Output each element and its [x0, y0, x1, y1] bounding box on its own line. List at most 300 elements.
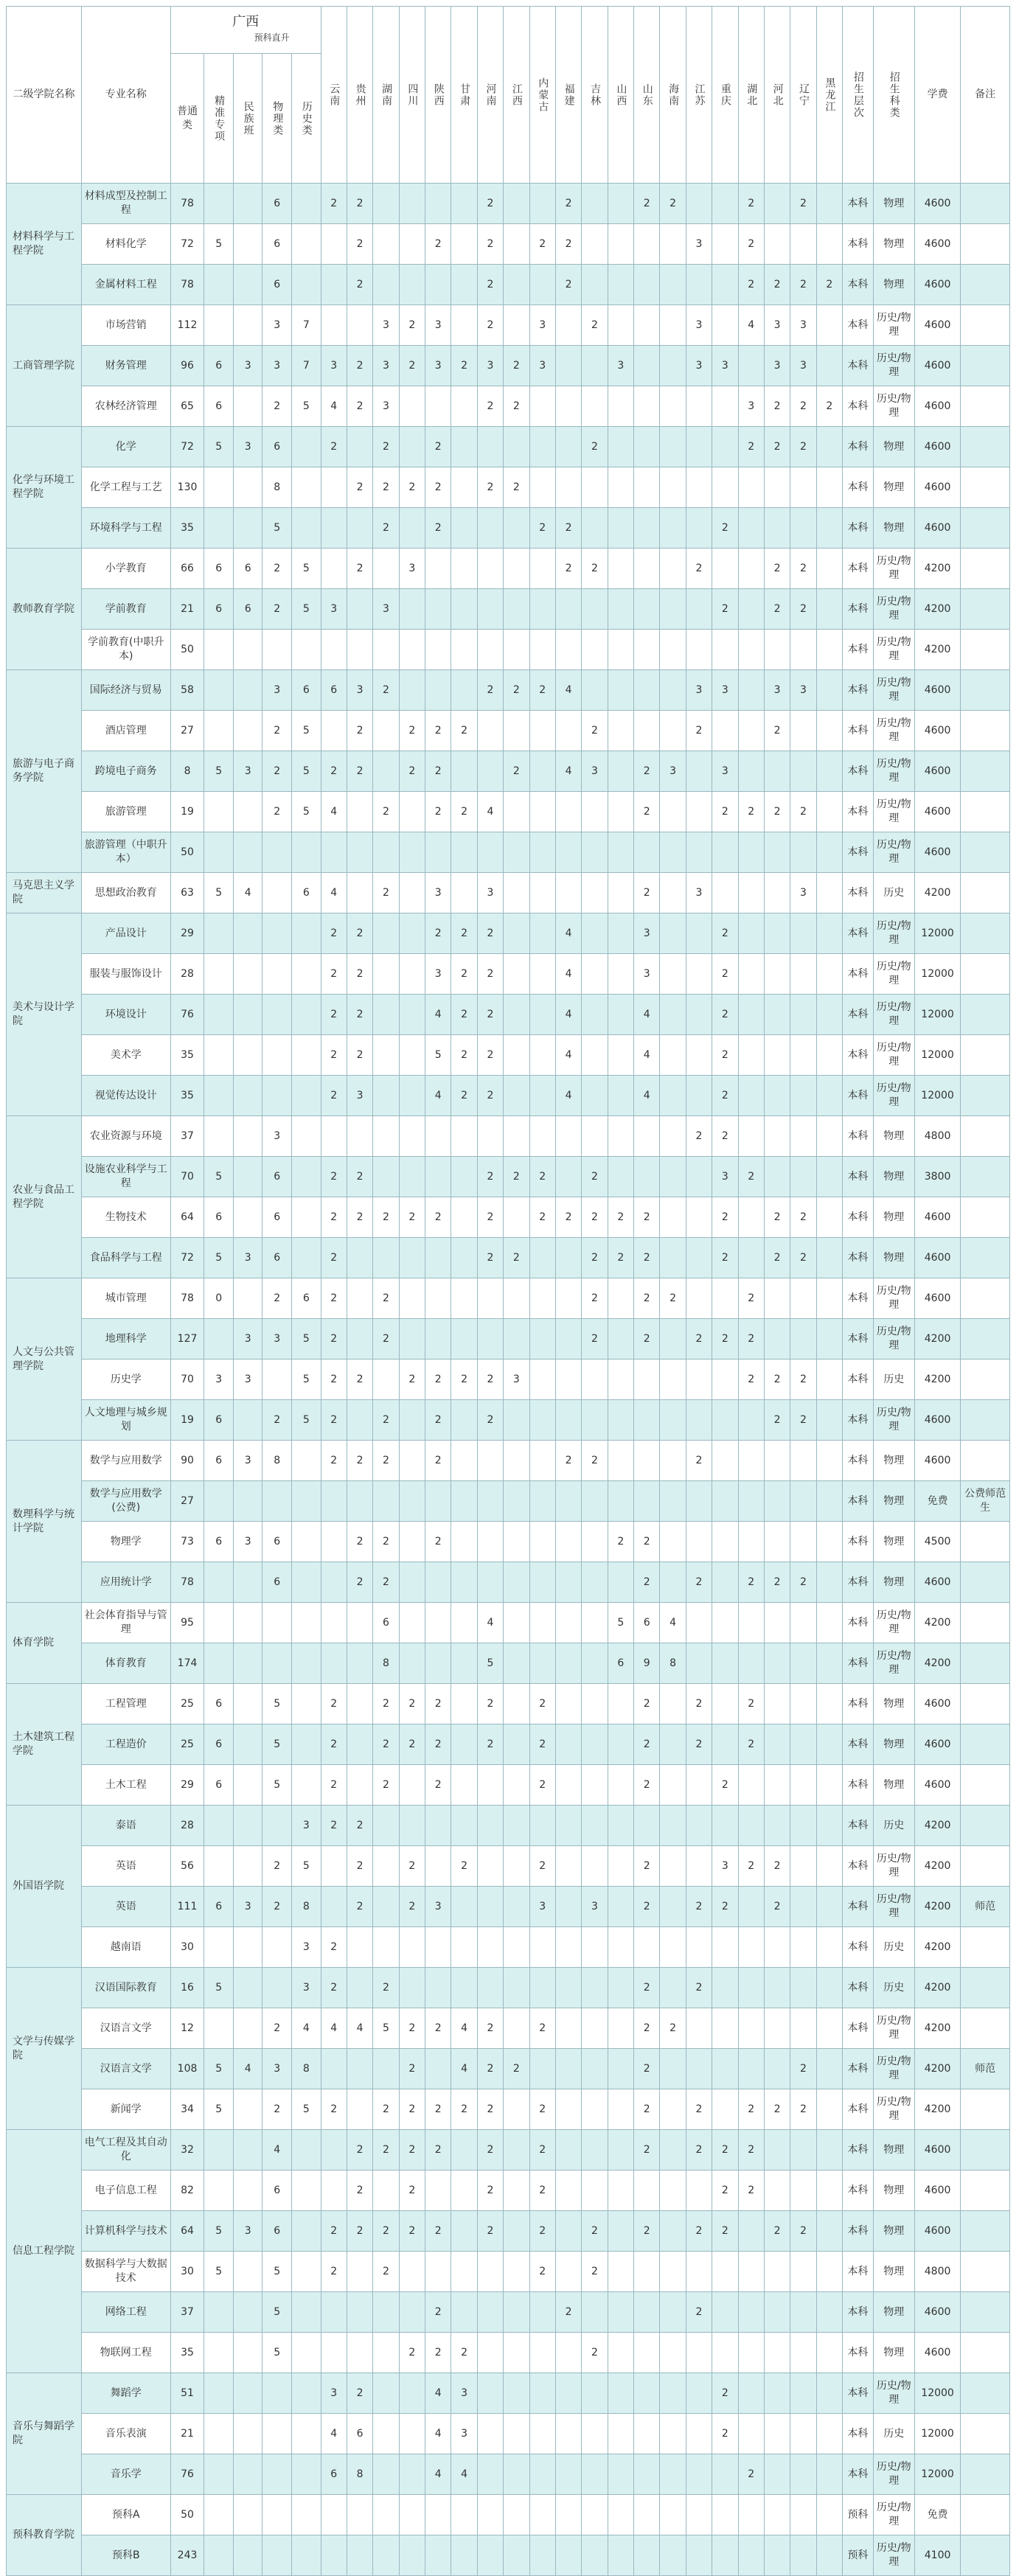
- level-cell: 本科: [843, 1481, 874, 1522]
- quota-cell: 2: [373, 2211, 399, 2252]
- quota-cell: [634, 386, 660, 427]
- quota-cell: [504, 2373, 529, 2414]
- quota-cell: 2: [582, 1319, 608, 1360]
- quota-cell: [451, 1319, 477, 1360]
- quota-cell: [233, 265, 262, 305]
- quota-cell: [686, 1035, 712, 1076]
- note-cell: [961, 1522, 1010, 1562]
- quota-cell: 2: [399, 2049, 425, 2089]
- college-name: 土木建筑工程学院: [7, 1684, 82, 1806]
- quota-cell: [451, 670, 477, 711]
- quota-cell: [399, 1116, 425, 1157]
- fee-cell: 4600: [914, 711, 960, 751]
- quota-cell: [504, 913, 529, 954]
- quota-cell: 78: [170, 1562, 204, 1603]
- quota-cell: [712, 1278, 738, 1319]
- quota-cell: 2: [262, 2089, 292, 2130]
- quota-cell: 2: [425, 427, 451, 467]
- quota-cell: [608, 2211, 633, 2252]
- quota-cell: [582, 1481, 608, 1522]
- quota-cell: [608, 1846, 633, 1887]
- quota-cell: 29: [170, 913, 204, 954]
- quota-cell: [529, 1968, 555, 2008]
- subject-cell: 历史: [873, 2414, 914, 2454]
- quota-cell: 2: [321, 913, 347, 954]
- quota-cell: [555, 1806, 581, 1846]
- quota-cell: [451, 1765, 477, 1806]
- quota-cell: [738, 346, 764, 386]
- quota-cell: [608, 832, 633, 873]
- subject-cell: 历史/物理: [873, 1035, 914, 1076]
- quota-cell: [373, 1360, 399, 1400]
- quota-cell: 6: [204, 549, 234, 589]
- quota-cell: [555, 873, 581, 913]
- quota-cell: 34: [170, 2089, 204, 2130]
- quota-cell: [504, 2008, 529, 2049]
- quota-cell: [504, 2171, 529, 2211]
- header-province: 陕西: [425, 7, 451, 184]
- note-cell: [961, 549, 1010, 589]
- quota-cell: 130: [170, 467, 204, 508]
- quota-cell: [660, 2292, 686, 2333]
- quota-cell: 2: [262, 2008, 292, 2049]
- quota-cell: 2: [477, 913, 503, 954]
- quota-cell: [660, 2454, 686, 2495]
- quota-cell: 5: [262, 1765, 292, 1806]
- quota-cell: [321, 1116, 347, 1157]
- quota-cell: [555, 1643, 581, 1684]
- quota-cell: [262, 995, 292, 1035]
- table-row: [7, 2495, 1010, 2535]
- table-row: [7, 2008, 1010, 2049]
- quota-cell: [634, 1400, 660, 1441]
- subject-cell: 历史/物理: [873, 2049, 914, 2089]
- quota-cell: [373, 1035, 399, 1076]
- quota-cell: [738, 913, 764, 954]
- quota-cell: [608, 549, 633, 589]
- quota-cell: 2: [399, 711, 425, 751]
- quota-cell: [529, 1238, 555, 1278]
- quota-cell: [738, 2373, 764, 2414]
- quota-cell: 4: [477, 792, 503, 832]
- quota-cell: [816, 2292, 842, 2333]
- quota-cell: [204, 2454, 234, 2495]
- quota-cell: 2: [425, 1360, 451, 1400]
- quota-cell: [529, 630, 555, 670]
- fee-cell: 12000: [914, 1035, 960, 1076]
- fee-cell: 4600: [914, 2333, 960, 2373]
- table-row: [7, 2333, 1010, 2373]
- quota-cell: 2: [321, 995, 347, 1035]
- college-name: 数理科学与统计学院: [7, 1441, 82, 1603]
- quota-cell: [764, 2252, 790, 2292]
- quota-cell: [399, 832, 425, 873]
- quota-cell: 2: [477, 1360, 503, 1400]
- quota-cell: [373, 2171, 399, 2211]
- quota-cell: 8: [292, 2049, 321, 2089]
- quota-cell: [233, 1968, 262, 2008]
- quota-cell: [764, 1035, 790, 1076]
- quota-cell: [399, 1968, 425, 2008]
- quota-cell: [233, 832, 262, 873]
- major-name: 音乐表演: [81, 2414, 170, 2454]
- fee-cell: 4600: [914, 1238, 960, 1278]
- quota-cell: [660, 711, 686, 751]
- header-wuli: 物理类: [262, 54, 292, 184]
- quota-cell: 2: [451, 2089, 477, 2130]
- quota-cell: 2: [321, 1441, 347, 1481]
- quota-cell: [660, 2535, 686, 2576]
- quota-cell: 2: [738, 2130, 764, 2171]
- quota-cell: [504, 549, 529, 589]
- quota-cell: [233, 1765, 262, 1806]
- quota-cell: 2: [712, 589, 738, 630]
- subject-cell: 历史/物理: [873, 346, 914, 386]
- quota-cell: 2: [529, 2252, 555, 2292]
- quota-cell: [399, 792, 425, 832]
- table-row: [7, 386, 1010, 427]
- table-row: [7, 1846, 1010, 1887]
- quota-cell: [712, 1927, 738, 1968]
- quota-cell: 3: [373, 305, 399, 346]
- quota-cell: 3: [451, 2414, 477, 2454]
- quota-cell: [204, 508, 234, 549]
- quota-cell: [686, 1238, 712, 1278]
- quota-cell: 2: [399, 1197, 425, 1238]
- subject-cell: 物理: [873, 2292, 914, 2333]
- quota-cell: 0: [204, 1278, 234, 1319]
- quota-cell: 2: [451, 711, 477, 751]
- quota-cell: 78: [170, 265, 204, 305]
- quota-cell: 2: [738, 1319, 764, 1360]
- quota-cell: 2: [790, 792, 816, 832]
- quota-cell: 73: [170, 1522, 204, 1562]
- table-row: [7, 1724, 1010, 1765]
- quota-cell: [790, 1806, 816, 1846]
- quota-cell: [790, 1076, 816, 1116]
- quota-cell: [816, 1481, 842, 1522]
- quota-cell: 2: [790, 427, 816, 467]
- quota-cell: [608, 2049, 633, 2089]
- header-province: 云南: [321, 7, 347, 184]
- quota-cell: [608, 2171, 633, 2211]
- table-header: [7, 7, 1010, 184]
- quota-cell: [529, 751, 555, 792]
- quota-cell: 2: [764, 2211, 790, 2252]
- quota-cell: [233, 1116, 262, 1157]
- quota-cell: 2: [477, 1238, 503, 1278]
- quota-cell: [233, 1927, 262, 1968]
- quota-cell: 4: [634, 995, 660, 1035]
- quota-cell: [608, 792, 633, 832]
- quota-cell: [816, 1319, 842, 1360]
- quota-cell: 2: [764, 1197, 790, 1238]
- quota-cell: [582, 832, 608, 873]
- quota-cell: [347, 2292, 372, 2333]
- quota-cell: [660, 427, 686, 467]
- quota-cell: 2: [373, 2252, 399, 2292]
- quota-cell: 76: [170, 995, 204, 1035]
- quota-cell: 35: [170, 508, 204, 549]
- subject-cell: 物理: [873, 1765, 914, 1806]
- quota-cell: [686, 2373, 712, 2414]
- quota-cell: 3: [373, 346, 399, 386]
- quota-cell: [233, 2008, 262, 2049]
- table-row: [7, 1319, 1010, 1360]
- quota-cell: [233, 305, 262, 346]
- quota-cell: [425, 184, 451, 224]
- quota-cell: [504, 792, 529, 832]
- quota-cell: 2: [764, 589, 790, 630]
- note-cell: [961, 1116, 1010, 1157]
- quota-cell: 2: [738, 1157, 764, 1197]
- quota-cell: [555, 2454, 581, 2495]
- quota-cell: [504, 1765, 529, 1806]
- quota-cell: [321, 549, 347, 589]
- quota-cell: [262, 1076, 292, 1116]
- quota-cell: [292, 1035, 321, 1076]
- quota-cell: 3: [347, 670, 372, 711]
- quota-cell: [764, 1765, 790, 1806]
- quota-cell: [204, 954, 234, 995]
- quota-cell: 2: [347, 1441, 372, 1481]
- fee-cell: 4200: [914, 2049, 960, 2089]
- college-name: 教师教育学院: [7, 549, 82, 670]
- quota-cell: [816, 1684, 842, 1724]
- quota-cell: [555, 1562, 581, 1603]
- quota-cell: 2: [373, 467, 399, 508]
- major-name: 数据科学与大数据技术: [81, 2252, 170, 2292]
- quota-cell: 2: [738, 184, 764, 224]
- header-province: 内蒙古: [529, 7, 555, 184]
- subject-cell: 历史: [873, 1968, 914, 2008]
- quota-cell: [608, 1562, 633, 1603]
- quota-cell: 2: [555, 2292, 581, 2333]
- quota-cell: 2: [347, 1197, 372, 1238]
- quota-cell: 2: [451, 2333, 477, 2373]
- quota-cell: [686, 1360, 712, 1400]
- note-cell: [961, 1846, 1010, 1887]
- quota-cell: [816, 184, 842, 224]
- quota-cell: [764, 873, 790, 913]
- college-name: 音乐与舞蹈学院: [7, 2373, 82, 2495]
- quota-cell: 6: [262, 184, 292, 224]
- quota-cell: [399, 913, 425, 954]
- fee-cell: 4600: [914, 184, 960, 224]
- subject-cell: 历史/物理: [873, 1319, 914, 1360]
- quota-cell: [529, 1441, 555, 1481]
- quota-cell: [660, 1116, 686, 1157]
- quota-cell: 3: [764, 670, 790, 711]
- header-province: 江西: [504, 7, 529, 184]
- quota-cell: [373, 711, 399, 751]
- quota-cell: 2: [738, 1278, 764, 1319]
- quota-cell: [634, 589, 660, 630]
- college-name: 农业与食品工程学院: [7, 1116, 82, 1278]
- quota-cell: 2: [347, 2171, 372, 2211]
- quota-cell: 2: [529, 1846, 555, 1887]
- quota-cell: [425, 2171, 451, 2211]
- quota-cell: 2: [451, 346, 477, 386]
- quota-cell: 21: [170, 2414, 204, 2454]
- quota-cell: [292, 265, 321, 305]
- college-name: 人文与公共管理学院: [7, 1278, 82, 1441]
- subject-cell: 历史/物理: [873, 1603, 914, 1643]
- quota-cell: [321, 1481, 347, 1522]
- major-name: 金属材料工程: [81, 265, 170, 305]
- quota-cell: [425, 549, 451, 589]
- quota-cell: [292, 1441, 321, 1481]
- level-cell: 本科: [843, 751, 874, 792]
- quota-cell: [790, 1927, 816, 1968]
- quota-cell: [347, 832, 372, 873]
- quota-cell: 2: [321, 954, 347, 995]
- quota-cell: [425, 265, 451, 305]
- quota-cell: 35: [170, 1076, 204, 1116]
- quota-cell: 2: [425, 508, 451, 549]
- quota-cell: [608, 995, 633, 1035]
- quota-cell: [373, 2049, 399, 2089]
- quota-cell: 2: [634, 751, 660, 792]
- quota-cell: 5: [204, 2211, 234, 2252]
- quota-cell: [764, 1603, 790, 1643]
- quota-cell: [451, 1724, 477, 1765]
- quota-cell: [608, 2089, 633, 2130]
- quota-cell: 3: [477, 873, 503, 913]
- quota-cell: 4: [555, 995, 581, 1035]
- quota-cell: [529, 995, 555, 1035]
- quota-cell: [451, 1441, 477, 1481]
- quota-cell: [373, 1157, 399, 1197]
- quota-cell: [555, 1603, 581, 1643]
- quota-cell: [816, 1076, 842, 1116]
- quota-cell: [555, 2252, 581, 2292]
- quota-cell: [816, 2089, 842, 2130]
- major-name: 农林经济管理: [81, 386, 170, 427]
- quota-cell: [233, 792, 262, 832]
- quota-cell: [425, 1643, 451, 1684]
- quota-cell: [660, 1562, 686, 1603]
- quota-cell: 6: [204, 589, 234, 630]
- quota-cell: [321, 1522, 347, 1562]
- quota-cell: 4: [477, 1603, 503, 1643]
- quota-cell: 2: [790, 386, 816, 427]
- quota-cell: [608, 711, 633, 751]
- quota-cell: [712, 630, 738, 670]
- quota-cell: 2: [347, 346, 372, 386]
- quota-cell: [790, 1846, 816, 1887]
- quota-cell: [347, 630, 372, 670]
- note-cell: [961, 2008, 1010, 2049]
- quota-cell: 2: [477, 2049, 503, 2089]
- quota-cell: [204, 2292, 234, 2333]
- quota-cell: 2: [790, 1238, 816, 1278]
- quota-cell: [477, 508, 503, 549]
- major-name: 跨境电子商务: [81, 751, 170, 792]
- quota-cell: [712, 2333, 738, 2373]
- quota-cell: 2: [764, 1562, 790, 1603]
- quota-cell: [262, 2535, 292, 2576]
- subject-cell: 物理: [873, 2211, 914, 2252]
- subject-cell: 历史/物理: [873, 2495, 914, 2535]
- quota-cell: 4: [634, 1035, 660, 1076]
- header-fee: 学费: [914, 7, 960, 184]
- quota-cell: [347, 2049, 372, 2089]
- quota-cell: [608, 1765, 633, 1806]
- note-cell: [961, 1157, 1010, 1197]
- quota-cell: [425, 1116, 451, 1157]
- fee-cell: 4200: [914, 589, 960, 630]
- quota-cell: [608, 2414, 633, 2454]
- quota-cell: [816, 1197, 842, 1238]
- quota-cell: [738, 1968, 764, 2008]
- quota-cell: [451, 1522, 477, 1562]
- major-name: 设施农业科学与工程: [81, 1157, 170, 1197]
- major-name: 视觉传达设计: [81, 1076, 170, 1116]
- quota-cell: [292, 2171, 321, 2211]
- quota-cell: [555, 1927, 581, 1968]
- quota-cell: 90: [170, 1441, 204, 1481]
- quota-cell: [504, 1806, 529, 1846]
- quota-cell: 2: [321, 1360, 347, 1400]
- quota-cell: [816, 1562, 842, 1603]
- quota-cell: [292, 2373, 321, 2414]
- major-name: 汉语国际教育: [81, 1968, 170, 2008]
- level-cell: 本科: [843, 346, 874, 386]
- quota-cell: 3: [582, 1887, 608, 1927]
- quota-cell: [582, 1076, 608, 1116]
- quota-cell: [582, 1116, 608, 1157]
- major-name: 化学: [81, 427, 170, 467]
- quota-cell: [529, 1278, 555, 1319]
- table-row: [7, 1684, 1010, 1724]
- quota-cell: [712, 265, 738, 305]
- quota-cell: [608, 2130, 633, 2171]
- quota-cell: 2: [816, 265, 842, 305]
- quota-cell: [504, 508, 529, 549]
- quota-cell: 2: [347, 467, 372, 508]
- quota-cell: 3: [764, 305, 790, 346]
- quota-cell: [686, 1846, 712, 1887]
- quota-cell: 2: [764, 2089, 790, 2130]
- quota-cell: 2: [634, 792, 660, 832]
- quota-cell: 2: [373, 792, 399, 832]
- quota-cell: [816, 2454, 842, 2495]
- quota-cell: 6: [262, 1197, 292, 1238]
- quota-cell: [582, 1522, 608, 1562]
- quota-cell: 2: [425, 2008, 451, 2049]
- quota-cell: 3: [477, 346, 503, 386]
- quota-cell: 2: [660, 1278, 686, 1319]
- quota-cell: [582, 1643, 608, 1684]
- table-row: [7, 2211, 1010, 2252]
- subject-cell: 物理: [873, 1197, 914, 1238]
- level-cell: 本科: [843, 1441, 874, 1481]
- fee-cell: 4600: [914, 427, 960, 467]
- quota-cell: [399, 1238, 425, 1278]
- subject-cell: 物理: [873, 1724, 914, 1765]
- quota-cell: 2: [634, 1238, 660, 1278]
- fee-cell: 4600: [914, 1684, 960, 1724]
- quota-cell: [764, 1319, 790, 1360]
- quota-cell: 8: [660, 1643, 686, 1684]
- quota-cell: 63: [170, 873, 204, 913]
- quota-cell: 2: [738, 1846, 764, 1887]
- quota-cell: [816, 467, 842, 508]
- fee-cell: 4200: [914, 630, 960, 670]
- quota-cell: [347, 508, 372, 549]
- fee-cell: 4600: [914, 346, 960, 386]
